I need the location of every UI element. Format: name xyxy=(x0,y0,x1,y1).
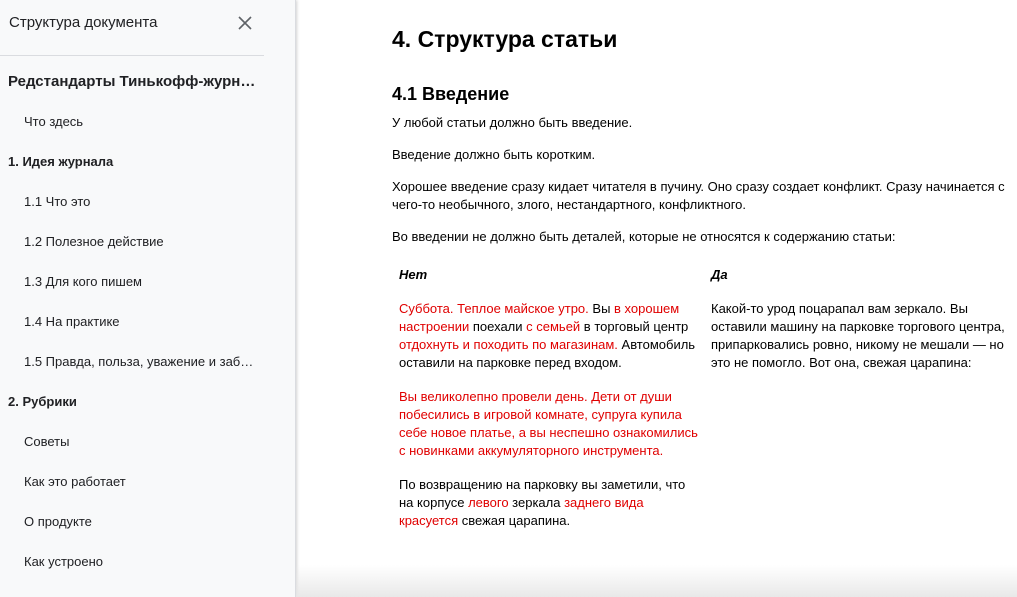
outline-item-useful-action[interactable]: 1.2 Полезное действие xyxy=(24,234,164,249)
no-paragraph-2 xyxy=(399,388,701,460)
text-segment: в торговый центр xyxy=(580,319,689,334)
yes-paragraph-1: Какой-то урод поцарапал вам зеркало. Вы оставили машину на парковке торгового центра, припарковались ровно, никому не мешали — но это не помогло. Вот она, свежая царапина: xyxy=(711,301,1005,370)
text-segment: Автомобиль оставили на парковке перед входом. xyxy=(399,337,696,370)
text-segment: поехали xyxy=(469,319,527,334)
outline-item-rubrics[interactable]: 2. Рубрики xyxy=(8,394,77,409)
text-segment: отдохнуть и походить по магазинам. xyxy=(399,337,618,352)
bottom-shadow xyxy=(296,565,1017,597)
text-segment: зеркала xyxy=(508,495,565,510)
no-paragraph-1 xyxy=(399,300,701,372)
text-segment: заднего вида красуется xyxy=(399,495,644,528)
paragraph-3: Хорошее введение сразу кидает читателя в пучину. Оно сразу создает конфликт. Сразу начинается с чего-то необычного, злого, нестандартного, конфликтного. xyxy=(392,179,1005,212)
outline-item-how-arranged[interactable]: Как устроено xyxy=(24,554,104,569)
outline-item-truth-benefit[interactable]: 1.5 Правда, польза, уважение и заб… xyxy=(24,354,254,369)
document-outline-panel xyxy=(0,0,296,597)
text-segment: Вы xyxy=(588,301,615,316)
paragraph-1: У любой статьи должно быть введение. xyxy=(392,115,633,130)
column-header-yes: Да xyxy=(711,267,728,282)
outline-item-audience[interactable]: 1.3 Для кого пишем xyxy=(24,274,142,289)
table-column-no xyxy=(399,266,701,546)
outline-item-how-it-works[interactable]: Как это работает xyxy=(24,474,126,489)
outline-item-about-product[interactable]: О продукте xyxy=(24,514,92,529)
outline-title: Структура документа xyxy=(9,14,158,31)
text-segment: Суббота. Теплое майское утро. xyxy=(399,301,589,316)
outline-item-advice[interactable]: Советы xyxy=(24,434,70,449)
table-column-yes xyxy=(711,266,1007,388)
outline-item-journal-idea[interactable]: 1. Идея журнала xyxy=(8,154,114,169)
column-header-no: Нет xyxy=(399,267,428,282)
text-segment: с семьей xyxy=(526,319,581,334)
text-segment: свежая царапина. xyxy=(458,513,571,528)
outline-item-doc-title[interactable]: Редстандарты Тинькофф-журн… xyxy=(8,73,256,90)
text-segment: в хорошем настроении xyxy=(399,301,680,334)
text-segment: левого xyxy=(468,495,509,510)
outline-item-in-practice[interactable]: 1.4 На практике xyxy=(24,314,120,329)
heading-introduction: 4.1 Введение xyxy=(392,84,510,104)
text-segment: По возвращению на парковку вы заметили, что на корпусе xyxy=(399,477,686,510)
no-paragraph-3 xyxy=(399,476,701,530)
heading-article-structure: 4. Структура статьи xyxy=(392,26,618,52)
text-segment: Вы великолепно провели день. Дети от души побесились в игровой комнате, супруга купила себе новое платье, а вы неспешно ознакомились с новинками аккумуляторного инструмента. xyxy=(399,389,698,458)
outline-item-what-is-it[interactable]: 1.1 Что это xyxy=(24,194,91,209)
document-body[interactable] xyxy=(392,0,1017,597)
paragraph-2: Введение должно быть коротким. xyxy=(392,147,596,162)
outline-item-what-here[interactable]: Что здесь xyxy=(24,114,84,129)
paragraph-4: Во введении не должно быть деталей, которые не относятся к содержанию статьи: xyxy=(392,229,896,244)
close-icon[interactable] xyxy=(236,14,254,32)
outline-header xyxy=(0,0,264,56)
outline-list xyxy=(0,62,296,582)
